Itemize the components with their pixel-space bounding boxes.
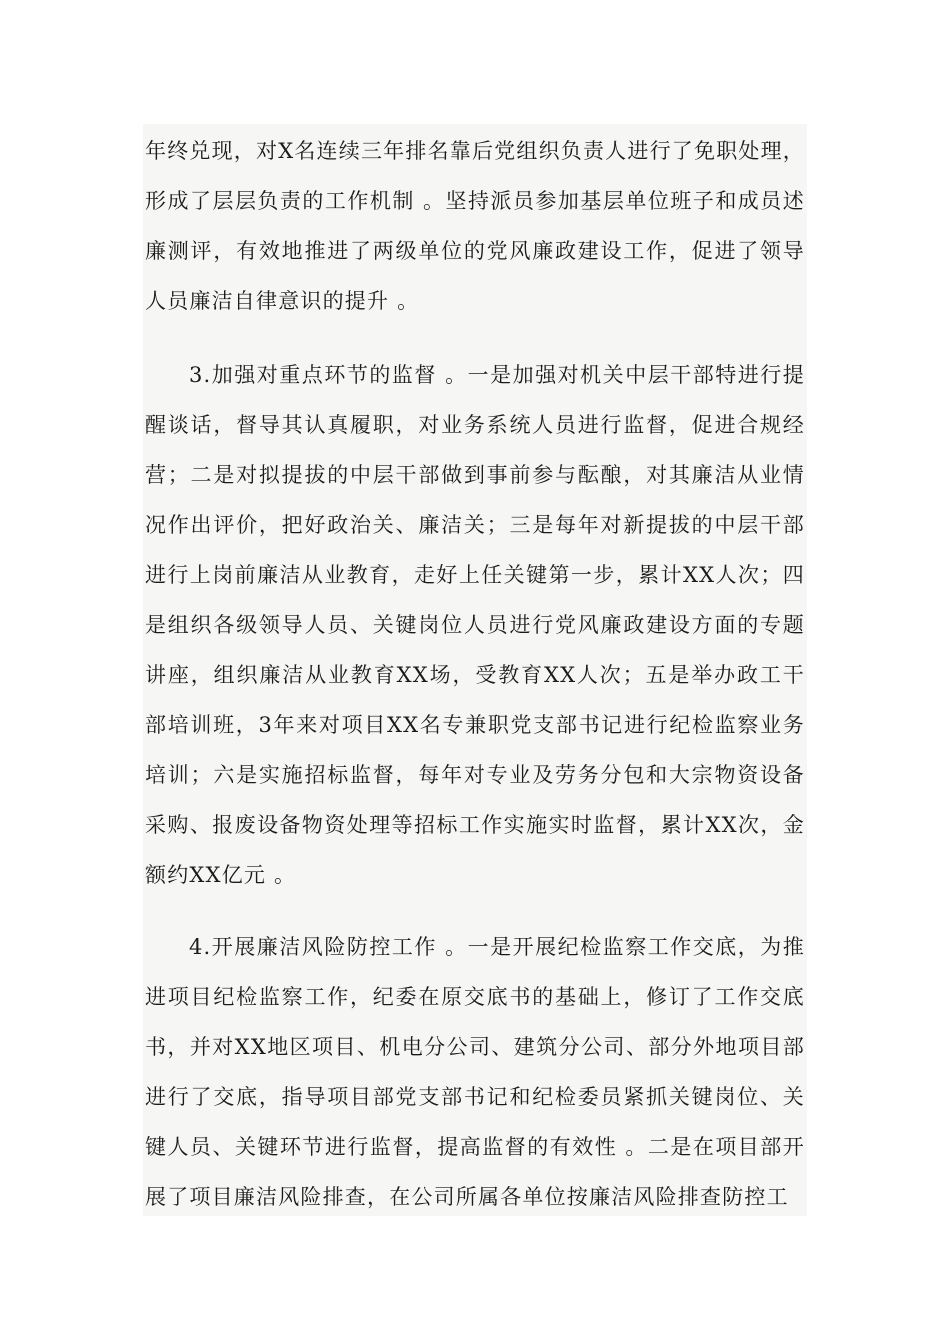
paragraph-continuation: 年终兑现，对X名连续三年排名靠后党组织负责人进行了免职处理，形成了层层负责的工作机制 。坚持派员参加基层单位班子和成员述廉测评，有效地推进了两级单位的党风廉政建设工作，促进了领导人员廉洁自律意识的提升 。 [145, 139, 805, 313]
document-body [143, 124, 807, 1216]
paragraph-section-3: 3.加强对重点环节的监督 。一是加强对机关中层干部特进行提醒谈话，督导其认真履职，对业务系统人员进行监督，促进合规经营；二是对拟提拔的中层干部做到事前参与酝酿，对其廉洁从业情况作出评价，把好政治关、廉洁关；三是每年对新提拔的中层干部进行上岗前廉洁从业教育，走好上任关键第一步，累计XX人次；四是组织各级领导人员、关键岗位人员进行党风廉政建设方面的专题讲座，组织廉洁从业教育XX场，受教育XX人次；五是举办政工干部培训班，3年来对项目XX名专兼职党支部书记进行纪检监察业务培训；六是实施招标监督，每年对专业及劳务分包和大宗物资设备采购、报废设备物资处理等招标工作实施实时监督，累计XX次，金额约XX亿元 。 [145, 363, 805, 887]
paragraph-section-4: 4.开展廉洁风险防控工作 。一是开展纪检监察工作交底，为推进项目纪检监察工作，纪委在原交底书的基础上，修订了工作交底书，并对XX地区项目、机电分公司、建筑分公司、部分外地项目部进行了交底，指导项目部党支部书记和纪检委员紧抓关键岗位、关键人员、关键环节进行监督，提高监督的有效性 。二是在项目部开展了项目廉洁风险排查，在公司所属各单位按廉洁风险排查防控工 [145, 935, 805, 1209]
